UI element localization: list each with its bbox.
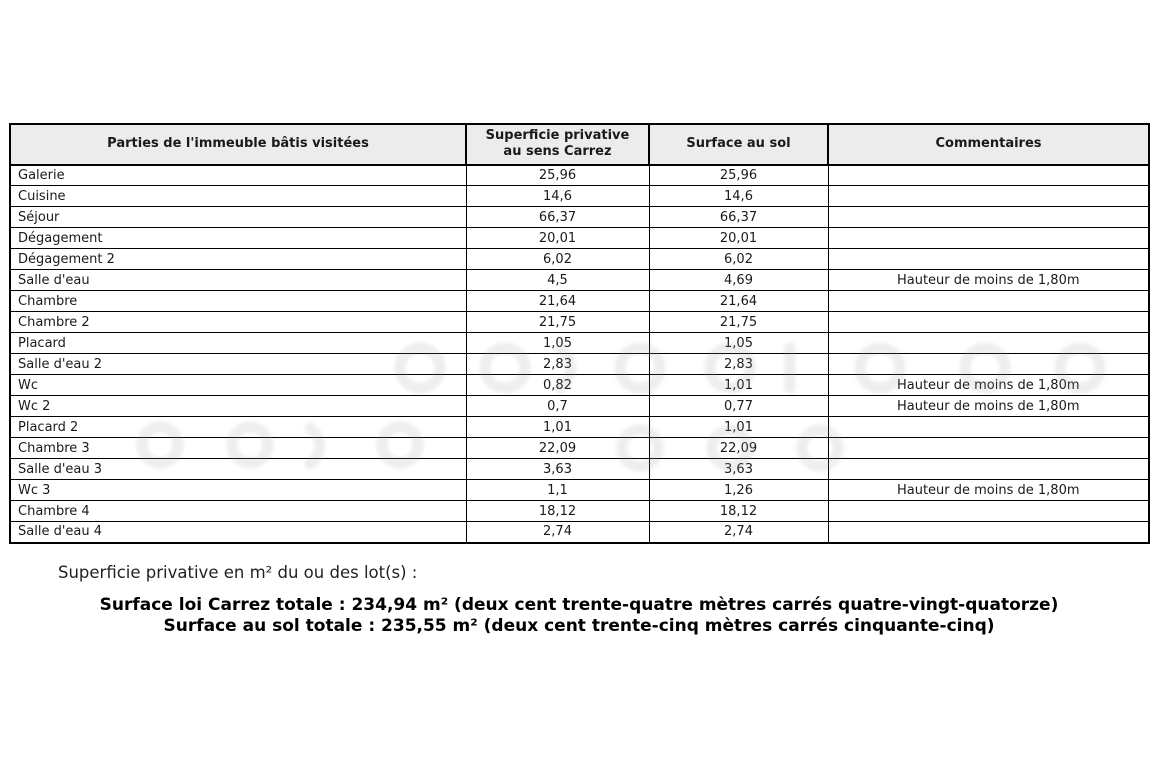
- sol-value-cell: 0,77: [649, 396, 828, 417]
- table-row: [10, 270, 1149, 291]
- sol-value-cell: 14,6: [649, 186, 828, 207]
- sol-value-cell: 22,09: [649, 438, 828, 459]
- carrez-value-cell: 1,05: [466, 333, 649, 354]
- sol-value-cell: 3,63: [649, 459, 828, 480]
- table-row: [10, 480, 1149, 501]
- carrez-value-cell: 20,01: [466, 228, 649, 249]
- table-row: [10, 522, 1149, 543]
- carrez-value-cell: 2,74: [466, 522, 649, 543]
- table-row: [10, 228, 1149, 249]
- carrez-value-cell: 3,63: [466, 459, 649, 480]
- sol-value-cell: 4,69: [649, 270, 828, 291]
- comment-cell: [828, 459, 1149, 480]
- sol-value-cell: 25,96: [649, 165, 828, 186]
- table-row: [10, 249, 1149, 270]
- room-name-cell: Cuisine: [10, 186, 466, 207]
- sol-value-cell: 2,74: [649, 522, 828, 543]
- table-header-row: [10, 124, 1149, 165]
- table-row: [10, 312, 1149, 333]
- table-row: [10, 396, 1149, 417]
- table-row: [10, 459, 1149, 480]
- room-name-cell: Placard: [10, 333, 466, 354]
- comment-cell: Hauteur de moins de 1,80m: [828, 270, 1149, 291]
- sol-value-cell: 2,83: [649, 354, 828, 375]
- comment-cell: [828, 228, 1149, 249]
- comment-cell: [828, 501, 1149, 522]
- carrez-value-cell: 2,83: [466, 354, 649, 375]
- comment-cell: [828, 438, 1149, 459]
- room-name-cell: Wc 2: [10, 396, 466, 417]
- carrez-value-cell: 21,75: [466, 312, 649, 333]
- carrez-value-cell: 0,7: [466, 396, 649, 417]
- col-header-commentaires: Commentaires: [828, 124, 1149, 165]
- carrez-value-cell: 14,6: [466, 186, 649, 207]
- comment-cell: Hauteur de moins de 1,80m: [828, 375, 1149, 396]
- sol-value-cell: 20,01: [649, 228, 828, 249]
- sol-value-cell: 6,02: [649, 249, 828, 270]
- carrez-value-cell: 1,1: [466, 480, 649, 501]
- table-row: [10, 207, 1149, 228]
- col-header-surface-sol: Surface au sol: [649, 124, 828, 165]
- comment-cell: [828, 186, 1149, 207]
- carrez-value-cell: 18,12: [466, 501, 649, 522]
- room-name-cell: Salle d'eau: [10, 270, 466, 291]
- room-name-cell: Salle d'eau 4: [10, 522, 466, 543]
- table-row: [10, 165, 1149, 186]
- sol-value-cell: 21,75: [649, 312, 828, 333]
- comment-cell: [828, 165, 1149, 186]
- room-name-cell: Dégagement 2: [10, 249, 466, 270]
- table-row: [10, 375, 1149, 396]
- comment-cell: Hauteur de moins de 1,80m: [828, 396, 1149, 417]
- room-name-cell: Chambre 4: [10, 501, 466, 522]
- total-sol-text: Surface au sol totale : 235,55 m² (deux cent trente-cinq mètres carrés cinquante-cinq): [163, 616, 995, 636]
- table-row: [10, 501, 1149, 522]
- sol-value-cell: 21,64: [649, 291, 828, 312]
- carrez-value-cell: 6,02: [466, 249, 649, 270]
- room-name-cell: Wc: [10, 375, 466, 396]
- comment-cell: [828, 249, 1149, 270]
- comment-cell: Hauteur de moins de 1,80m: [828, 480, 1149, 501]
- sol-value-cell: 1,26: [649, 480, 828, 501]
- col-header-superficie-carrez: Superficie privative au sens Carrez: [466, 124, 649, 165]
- comment-cell: [828, 207, 1149, 228]
- superficie-intro-text: Superficie privative en m² du ou des lot(s) :: [58, 563, 418, 582]
- carrez-surface-table: [9, 123, 1150, 544]
- carrez-value-cell: 21,64: [466, 291, 649, 312]
- carrez-value-cell: 22,09: [466, 438, 649, 459]
- sol-value-cell: 1,01: [649, 375, 828, 396]
- carrez-value-cell: 25,96: [466, 165, 649, 186]
- sol-value-cell: 1,01: [649, 417, 828, 438]
- room-name-cell: Galerie: [10, 165, 466, 186]
- table-row: [10, 186, 1149, 207]
- sol-value-cell: 1,05: [649, 333, 828, 354]
- room-name-cell: Dégagement: [10, 228, 466, 249]
- table-row: [10, 291, 1149, 312]
- room-name-cell: Salle d'eau 3: [10, 459, 466, 480]
- comment-cell: [828, 333, 1149, 354]
- comment-cell: [828, 354, 1149, 375]
- room-name-cell: Chambre 2: [10, 312, 466, 333]
- total-carrez-text: Surface loi Carrez totale : 234,94 m² (deux cent trente-quatre mètres carrés quatre-vingt-quatorze): [99, 595, 1059, 615]
- sol-value-cell: 18,12: [649, 501, 828, 522]
- room-name-cell: Chambre 3: [10, 438, 466, 459]
- table-row: [10, 438, 1149, 459]
- sol-value-cell: 66,37: [649, 207, 828, 228]
- room-name-cell: Salle d'eau 2: [10, 354, 466, 375]
- comment-cell: [828, 291, 1149, 312]
- room-name-cell: Séjour: [10, 207, 466, 228]
- carrez-value-cell: 0,82: [466, 375, 649, 396]
- room-name-cell: Chambre: [10, 291, 466, 312]
- comment-cell: [828, 312, 1149, 333]
- room-name-cell: Wc 3: [10, 480, 466, 501]
- table-row: [10, 417, 1149, 438]
- table-row: [10, 354, 1149, 375]
- room-name-cell: Placard 2: [10, 417, 466, 438]
- col-header-parties: Parties de l'immeuble bâtis visitées: [10, 124, 466, 165]
- comment-cell: [828, 522, 1149, 543]
- carrez-value-cell: 66,37: [466, 207, 649, 228]
- carrez-value-cell: 4,5: [466, 270, 649, 291]
- table-row: [10, 333, 1149, 354]
- carrez-value-cell: 1,01: [466, 417, 649, 438]
- comment-cell: [828, 417, 1149, 438]
- totals-block: [0, 595, 1158, 637]
